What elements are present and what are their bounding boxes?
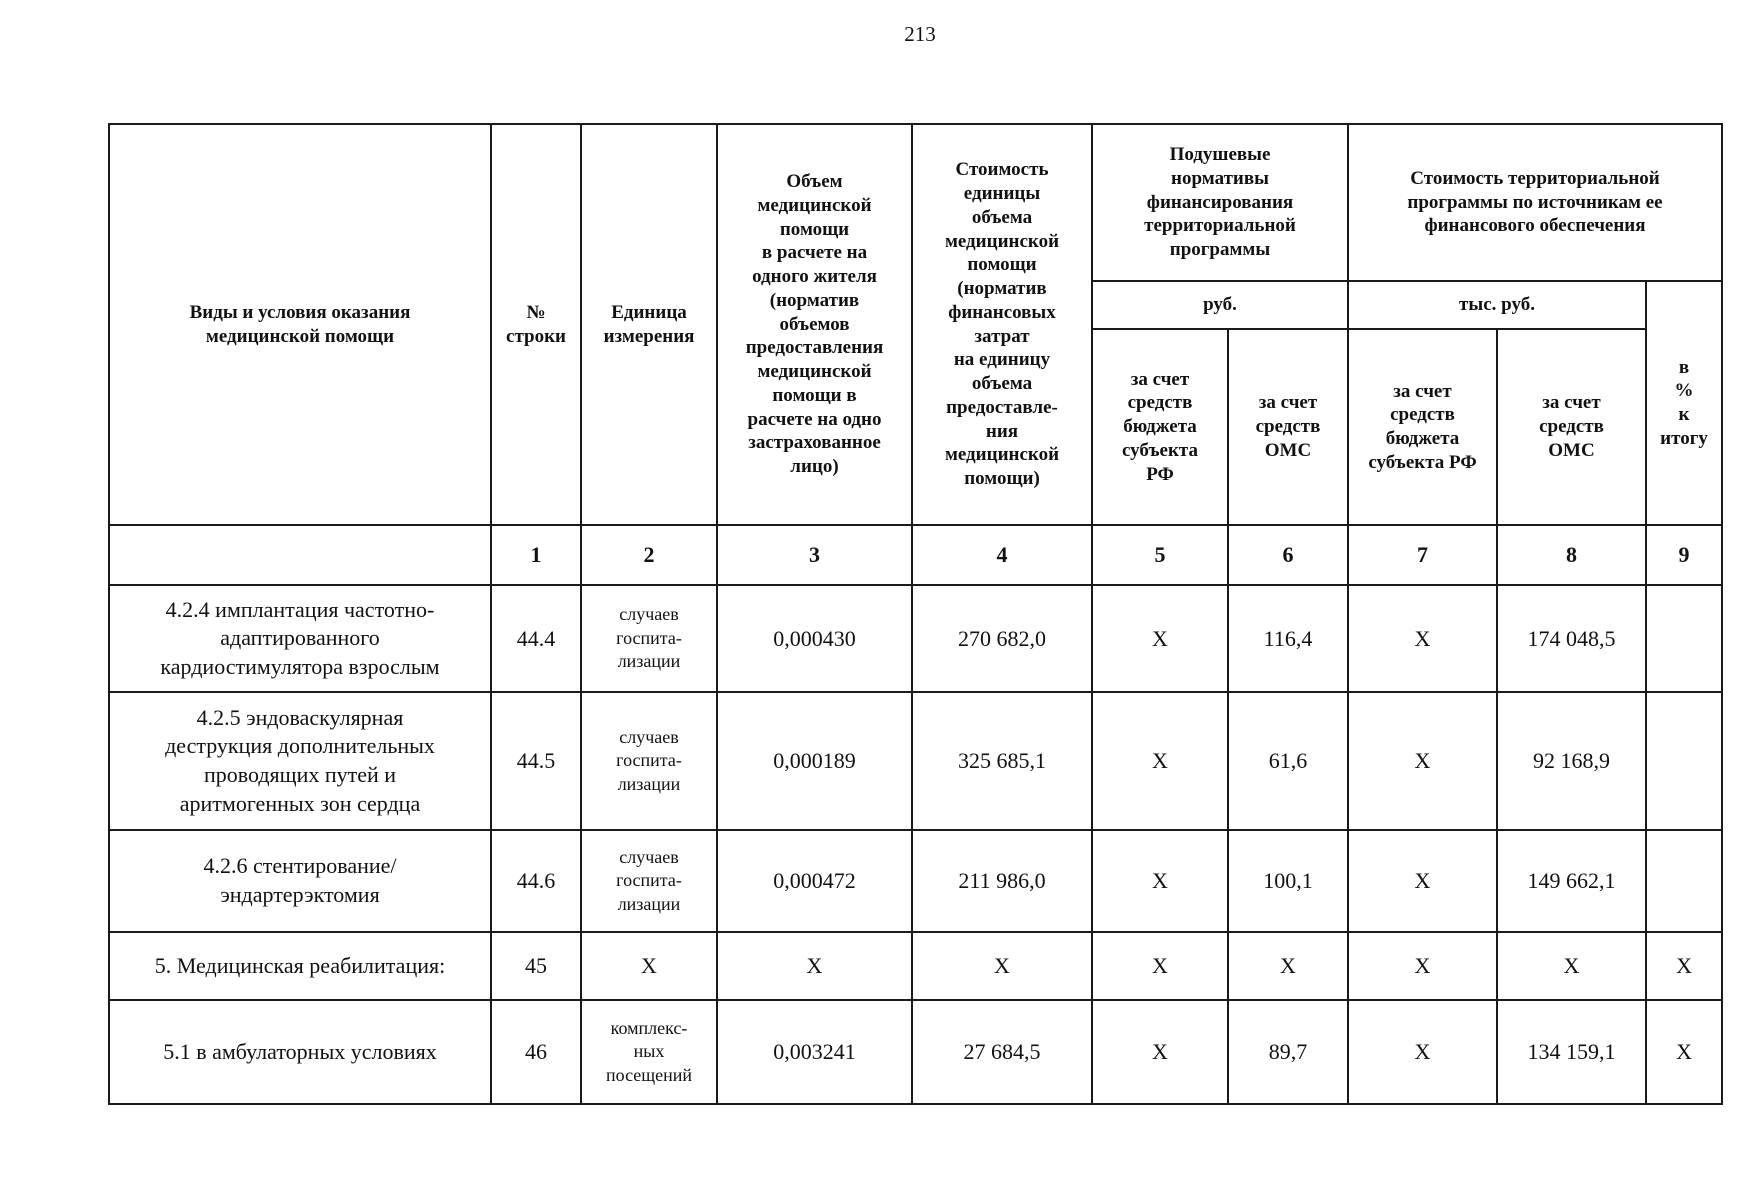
header-unit-thousand-rub: тыс. руб. (1348, 281, 1646, 329)
page-number: 213 (904, 22, 936, 46)
header-row-1 (109, 124, 1722, 281)
row-volume: 0,000430 (717, 585, 912, 692)
row-number: 44.6 (491, 830, 581, 932)
row-unit: случаев госпита- лизации (581, 830, 717, 932)
header-unit: Единица измерения (581, 124, 717, 525)
row-number: 44.5 (491, 692, 581, 830)
table-row (109, 585, 1722, 692)
row-capita-oms: 116,4 (1228, 585, 1348, 692)
row-program-oms: 149 662,1 (1497, 830, 1646, 932)
row-program-budget: X (1348, 585, 1497, 692)
row-name: 4.2.5 эндоваскулярная деструкция дополнительных проводящих путей и аритмогенных зон сердца (109, 692, 491, 830)
row-volume: 0,000472 (717, 830, 912, 932)
row-unit: X (581, 932, 717, 1000)
row-program-budget: X (1348, 830, 1497, 932)
header-volume: Объем медицинской помощи в расчете на одного жителя (норматив объемов предоставления медицинской помощи в расчете на одно застрахованное лицо) (717, 124, 912, 525)
column-number: 2 (581, 525, 717, 585)
header-row-number: № строки (491, 124, 581, 525)
row-program-oms: 134 159,1 (1497, 1000, 1646, 1104)
row-volume: X (717, 932, 912, 1000)
row-volume: 0,000189 (717, 692, 912, 830)
row-capita-budget: X (1092, 585, 1228, 692)
row-cost: 211 986,0 (912, 830, 1092, 932)
row-name: 4.2.4 имплантация частотно- адаптированного кардиостимулятора взрослым (109, 585, 491, 692)
column-number: 3 (717, 525, 912, 585)
row-percent: X (1646, 932, 1722, 1000)
row-volume: 0,003241 (717, 1000, 912, 1104)
row-cost: 325 685,1 (912, 692, 1092, 830)
column-number: 9 (1646, 525, 1722, 585)
row-percent (1646, 585, 1722, 692)
row-name: 5. Медицинская реабилитация: (109, 932, 491, 1000)
column-number: 7 (1348, 525, 1497, 585)
financing-table (108, 123, 1723, 1105)
header-cost: Стоимость единицы объема медицинской помощи (норматив финансовых затрат на единицу объема предоставле- ния медицинской помощи) (912, 124, 1092, 525)
row-percent: X (1646, 1000, 1722, 1104)
header-unit-rub: руб. (1092, 281, 1348, 329)
row-percent (1646, 692, 1722, 830)
table-row (109, 932, 1722, 1000)
row-name: 4.2.6 стентирование/ эндартерэктомия (109, 830, 491, 932)
header-program-oms: за счет средств ОМС (1497, 329, 1646, 525)
row-number: 44.4 (491, 585, 581, 692)
column-number: 5 (1092, 525, 1228, 585)
row-program-oms: X (1497, 932, 1646, 1000)
row-capita-budget: X (1092, 932, 1228, 1000)
row-capita-oms: 61,6 (1228, 692, 1348, 830)
row-capita-oms: 100,1 (1228, 830, 1348, 932)
row-cost: 270 682,0 (912, 585, 1092, 692)
header-capita-oms: за счет средств ОМС (1228, 329, 1348, 525)
row-cost: 27 684,5 (912, 1000, 1092, 1104)
row-percent (1646, 830, 1722, 932)
row-program-oms: 92 168,9 (1497, 692, 1646, 830)
table-row (109, 830, 1722, 932)
row-capita-oms: 89,7 (1228, 1000, 1348, 1104)
row-unit: комплекс- ных посещений (581, 1000, 717, 1104)
header-program-budget: за счет средств бюджета субъекта РФ (1348, 329, 1497, 525)
column-number: 1 (491, 525, 581, 585)
header-capita-budget: за счет средств бюджета субъекта РФ (1092, 329, 1228, 525)
row-capita-oms: X (1228, 932, 1348, 1000)
header-program-group: Стоимость территориальной программы по источникам ее финансового обеспечения (1348, 124, 1722, 281)
column-number: 4 (912, 525, 1092, 585)
table-row (109, 692, 1722, 830)
column-number (109, 525, 491, 585)
row-number: 45 (491, 932, 581, 1000)
header-capita-group: Подушевые нормативы финансирования территориальной программы (1092, 124, 1348, 281)
column-number: 8 (1497, 525, 1646, 585)
header-types: Виды и условия оказания медицинской помощи (109, 124, 491, 525)
header-percent-total: в % к итогу (1646, 281, 1722, 525)
row-program-oms: 174 048,5 (1497, 585, 1646, 692)
column-number: 6 (1228, 525, 1348, 585)
row-program-budget: X (1348, 932, 1497, 1000)
row-capita-budget: X (1092, 1000, 1228, 1104)
row-unit: случаев госпита- лизации (581, 585, 717, 692)
row-program-budget: X (1348, 692, 1497, 830)
column-numbers-row (109, 525, 1722, 585)
row-cost: X (912, 932, 1092, 1000)
row-program-budget: X (1348, 1000, 1497, 1104)
table-row (109, 1000, 1722, 1104)
row-capita-budget: X (1092, 692, 1228, 830)
row-name: 5.1 в амбулаторных условиях (109, 1000, 491, 1104)
row-unit: случаев госпита- лизации (581, 692, 717, 830)
row-number: 46 (491, 1000, 581, 1104)
row-capita-budget: X (1092, 830, 1228, 932)
